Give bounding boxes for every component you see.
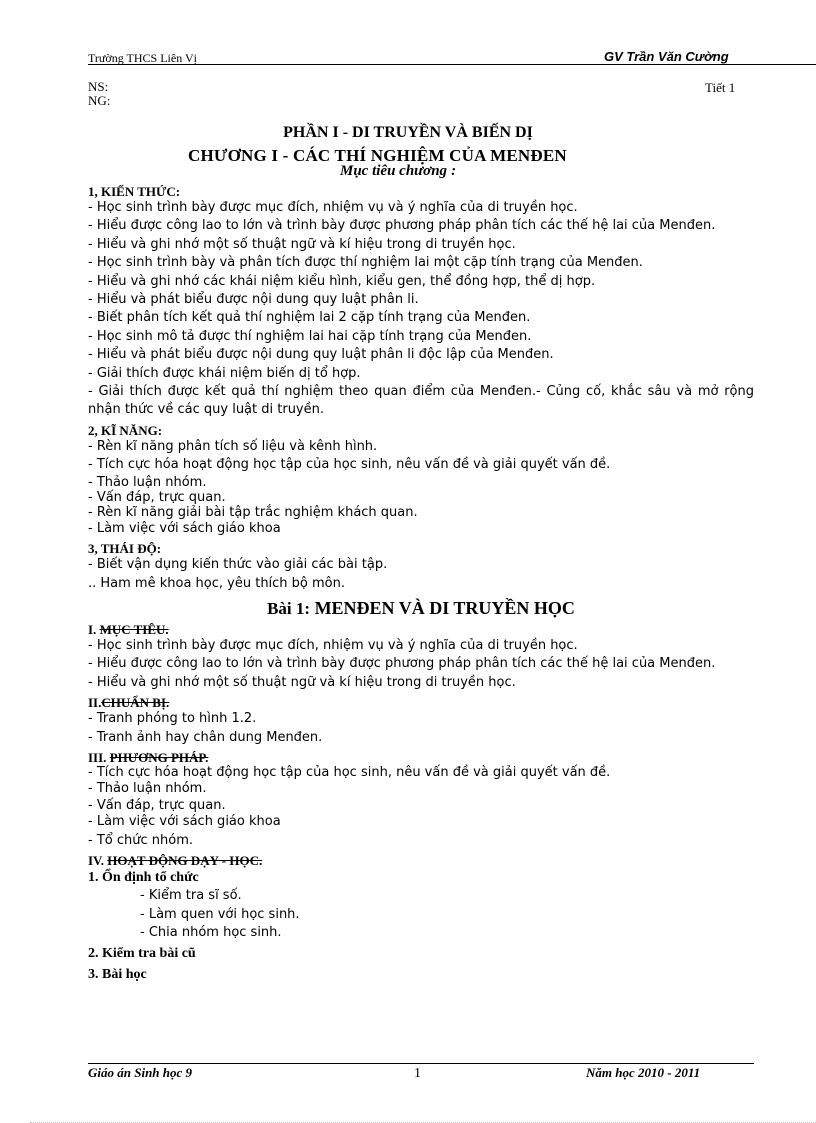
activity-step-1-item: - Chia nhóm học sinh.: [140, 924, 282, 940]
methods-item: - Làm việc với sách giáo khoa: [88, 814, 281, 830]
header-teacher: GV Trần Văn Cường: [604, 49, 729, 64]
objectives-item: - Hiểu được công lao to lớn và trình bày được phương pháp phân tích các thế hệ lai của Menđen.: [88, 656, 716, 672]
activity-step-1-item: - Kiểm tra sĩ số.: [140, 888, 242, 904]
skills-item: - Vấn đáp, trực quan.: [88, 489, 226, 505]
knowledge-item: - Hiểu và phát biểu được nội dung quy luật phân li độc lập của Menđen.: [88, 347, 554, 363]
objectives-item: - Hiểu và ghi nhớ một số thuật ngữ và kí hiệu trong di truyền học.: [88, 674, 516, 690]
knowledge-item: - Hiểu và phát biểu được nội dung quy luật phân li.: [88, 292, 419, 308]
footer-school-year: Năm học 2010 - 2011: [586, 1065, 701, 1080]
activity-step-1-item: - Làm quen với học sinh.: [140, 906, 300, 922]
methods-item: - Tổ chức nhóm.: [88, 832, 193, 848]
activities-num: IV.: [88, 853, 105, 869]
skills-item: - Rèn kĩ năng giải bài tập trắc nghiệm khách quan.: [88, 504, 418, 520]
objectives-heading: [88, 622, 754, 637]
footer-page-number: 1: [414, 1066, 421, 1081]
period-label: Tiết 1: [705, 80, 736, 95]
attitude-item: - Biết vận dụng kiến thức vào giải các bài tập.: [88, 557, 388, 573]
attitude-item: .. Ham mê khoa học, yêu thích bộ môn.: [88, 575, 346, 591]
dates-block: [88, 80, 110, 108]
part-title: PHẦN I - DI TRUYỀN VÀ BIẾN DỊ: [283, 124, 533, 141]
knowledge-item: - Học sinh mô tả được thí nghiệm lai hai cặp tính trạng của Menđen.: [88, 328, 532, 344]
lesson-label: Bài 1:: [267, 598, 311, 618]
preparation-heading: [88, 695, 754, 710]
activity-step-2: 2. Kiểm tra bài cũ: [88, 946, 196, 962]
chapter-objectives-heading: [340, 163, 456, 180]
document-body: [88, 184, 754, 984]
activity-step-3: 3. Bài học: [88, 967, 147, 983]
skills-item: - Thảo luận nhóm.: [88, 474, 207, 490]
header-school: Trường THCS Liên Vị: [88, 51, 197, 65]
methods-item: - Thảo luận nhóm.: [88, 780, 207, 796]
header-rule: [88, 64, 816, 65]
preparation-item: - Tranh phóng to hình 1.2.: [88, 711, 257, 727]
attitude-heading: 3, THÁI ĐỘ:: [88, 541, 162, 557]
methods-item: - Vấn đáp, trực quan.: [88, 798, 226, 814]
skills-item: - Rèn kĩ năng phân tích số liệu và kênh hình.: [88, 438, 378, 454]
objectives-num: I.: [88, 621, 97, 637]
knowledge-item: - Hiểu và ghi nhớ một số thuật ngữ và kí hiệu trong di truyền học.: [88, 236, 516, 252]
lesson-name: MENĐEN VÀ DI TRUYỀN HỌC: [314, 597, 575, 618]
knowledge-item: - Biết phân tích kết quả thí nghiệm lai 2 cặp tính trạng của Menđen.: [88, 310, 531, 326]
chapter-objectives-colon: :: [451, 163, 457, 179]
skills-heading: 2, KĨ NĂNG:: [88, 422, 163, 438]
knowledge-heading: 1, KIẾN THỨC:: [88, 184, 181, 199]
knowledge-item: - Hiểu và ghi nhớ các khái niệm kiểu hình, kiểu gen, thể đồng hợp, thể dị hợp.: [88, 273, 596, 289]
methods-item: - Tích cực hóa hoạt động học tập của học sinh, nêu vấn đề và giải quyết vấn đề.: [88, 764, 611, 780]
objectives-title: MỤC TIÊU.: [99, 621, 169, 637]
ng-label: NG:: [88, 93, 111, 108]
objectives-item: - Học sinh trình bày được mục đích, nhiệm vụ và ý nghĩa của di truyền học.: [88, 637, 578, 653]
knowledge-item: - Học sinh trình bày và phân tích được thí nghiệm lai một cặp tính trạng của Menđen.: [88, 255, 643, 271]
preparation-title: CHUẨN BỊ.: [101, 695, 170, 711]
footer-rule: [88, 1063, 754, 1064]
skills-item: - Tích cực hóa hoạt động học tập của học sinh, nêu vấn đề và giải quyết vấn đề.: [88, 457, 611, 473]
preparation-item: - Tranh ảnh hay chân dung Menđen.: [88, 729, 323, 745]
methods-num: III.: [88, 749, 107, 765]
activities-title: HOẠT ĐỘNG DẠY - HỌC.: [107, 853, 263, 869]
ns-label: NS:: [88, 79, 109, 94]
preparation-num: II.: [88, 695, 102, 711]
knowledge-item: - Giải thích được khái niệm biến dị tổ hợp.: [88, 365, 361, 381]
activity-step-1: 1. Ổn định tổ chức: [88, 870, 199, 886]
activities-heading: [88, 853, 754, 868]
chapter-title: CHƯƠNG I - CÁC THÍ NGHIỆM CỦA MENĐEN: [188, 146, 567, 165]
methods-title: PHƯƠNG PHÁP.: [109, 749, 209, 765]
knowledge-item: - Học sinh trình bày được mục đích, nhiệm vụ và ý nghĩa của di truyền học.: [88, 200, 578, 215]
methods-heading: [88, 750, 754, 765]
knowledge-item: - Giải thích được kết quả thí nghiệm theo quan điểm của Menđen.- Củng cố, khắc sâu và mở rộng nhận thức về các quy luật di truyền.: [88, 384, 754, 418]
knowledge-item: - Hiểu được công lao to lớn và trình bày được phương pháp phân tích các thế hệ lai của Menđen.: [88, 218, 716, 234]
lesson-title: [88, 597, 754, 620]
chapter-objectives-text: Mục tiêu chương: [340, 163, 448, 179]
skills-item: - Làm việc với sách giáo khoa: [88, 520, 281, 536]
footer-subject: Giáo án Sinh học 9: [88, 1065, 193, 1080]
